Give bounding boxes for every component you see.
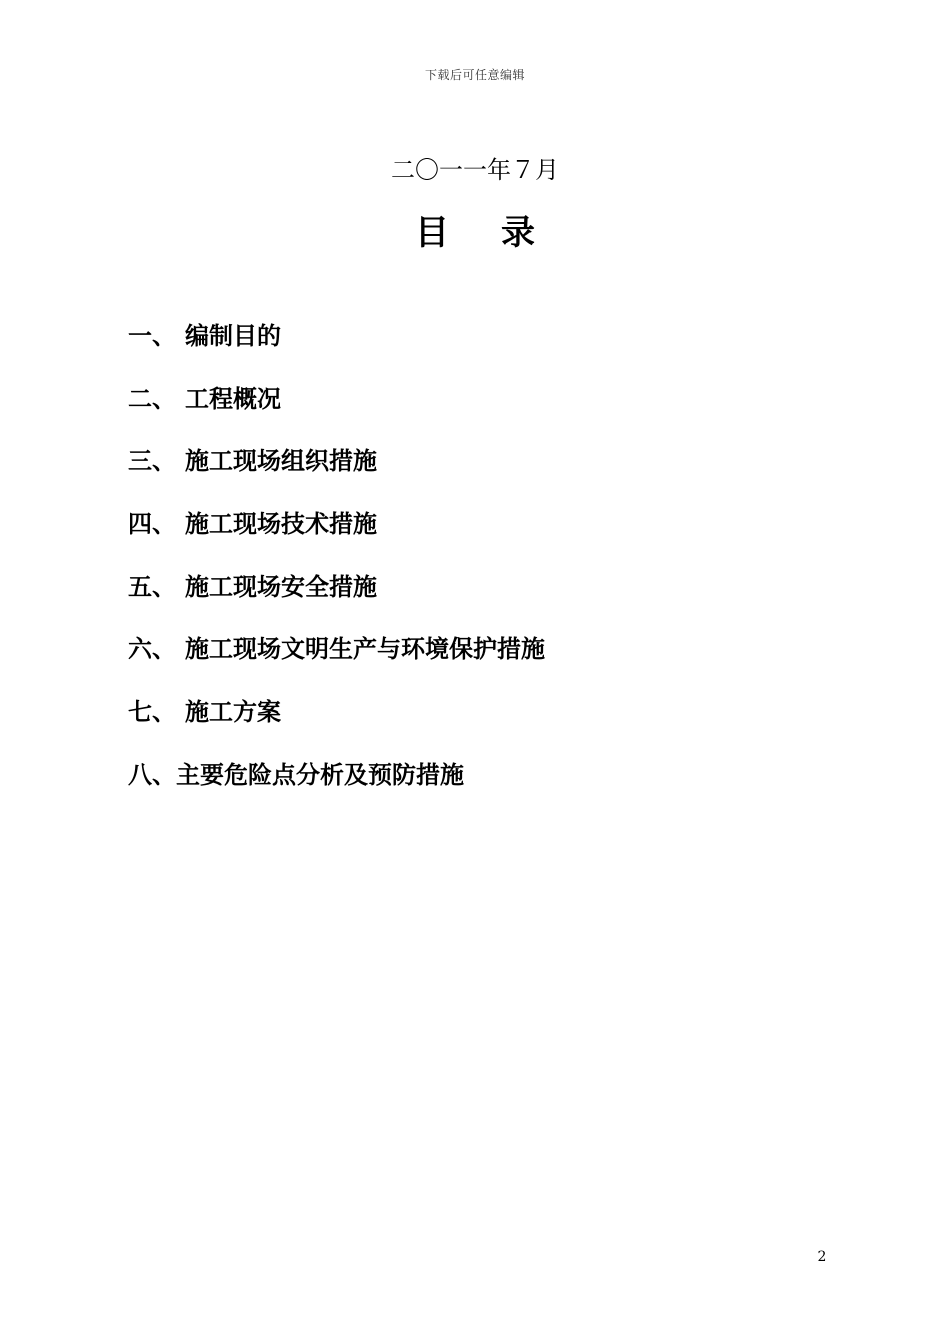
- toc-item: [128, 381, 828, 444]
- page-number: 2: [817, 1249, 827, 1265]
- toc-list: [128, 318, 828, 820]
- toc-item-number: 五、: [128, 572, 176, 601]
- toc-item: [128, 443, 828, 506]
- toc-item-label: 工程概况: [185, 384, 281, 413]
- toc-item-label: 施工现场技术措施: [185, 510, 377, 539]
- toc-item: [128, 757, 828, 820]
- header-note: 下载后可任意编辑: [424, 68, 525, 82]
- toc-item-label: 编制目的: [185, 322, 281, 350]
- toc-item-number: 八、: [128, 760, 176, 789]
- toc-item-label: 施工方案: [185, 698, 281, 727]
- document-date: 二〇一一年７月: [391, 156, 559, 184]
- toc-item-number: 四、: [128, 510, 176, 539]
- toc-item-number: 三、: [128, 447, 176, 476]
- toc-title-char-2: 录: [501, 213, 535, 253]
- toc-item: [128, 631, 828, 694]
- toc-item: [128, 569, 828, 632]
- toc-item-label: 施工现场文明生产与环境保护措施: [185, 635, 545, 664]
- toc-item-label: 施工现场安全措施: [185, 572, 377, 601]
- toc-item-number: 一、: [128, 322, 176, 350]
- toc-item-label: 主要危险点分析及预防措施: [176, 760, 464, 789]
- toc-item: [128, 694, 828, 757]
- toc-title-char-1: 目: [415, 213, 449, 253]
- toc-title: [0, 212, 950, 254]
- toc-item: [128, 506, 828, 569]
- toc-item-label: 施工现场组织措施: [185, 447, 377, 476]
- toc-item: [128, 318, 828, 381]
- toc-item-number: 二、: [128, 384, 176, 413]
- toc-item-number: 七、: [128, 698, 176, 727]
- toc-item-number: 六、: [128, 635, 176, 664]
